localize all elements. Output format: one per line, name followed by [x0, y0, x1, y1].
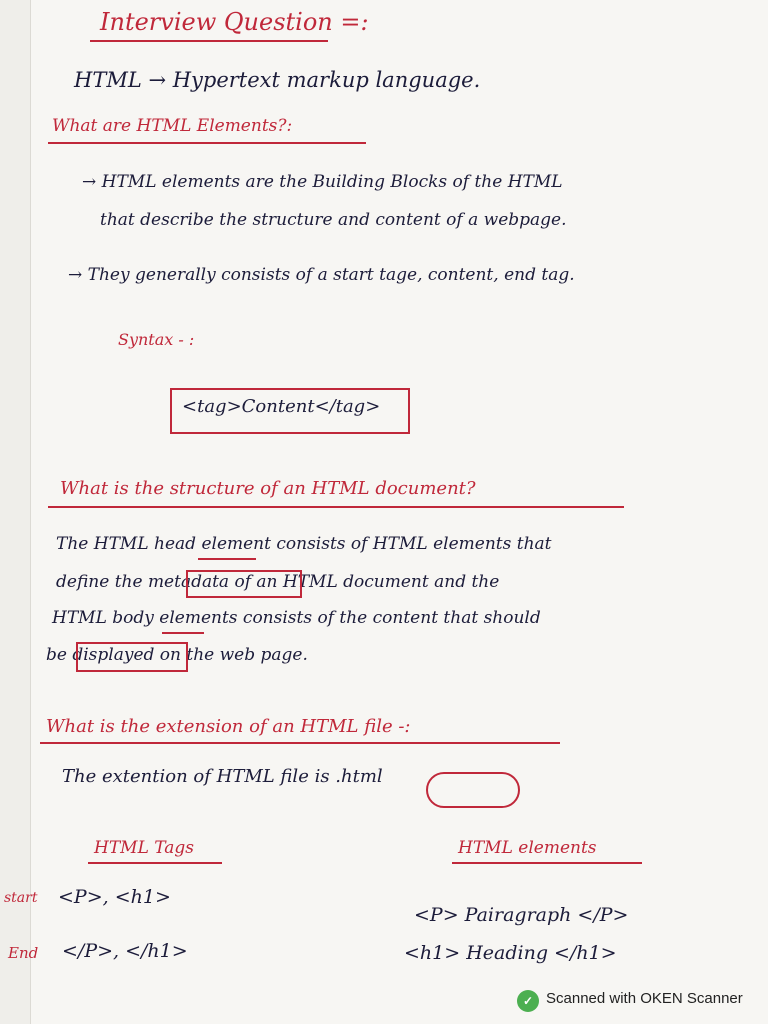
scanner-logo-icon: ✓	[517, 990, 539, 1012]
section2-underline	[48, 506, 624, 508]
section3-line1: The extention of HTML file is .html	[62, 766, 383, 787]
scanner-watermark: Scanned with OKEN Scanner	[546, 990, 743, 1007]
section3-underline	[40, 742, 560, 744]
end-tags: </P>, </h1>	[62, 940, 188, 962]
syntax-example: <tag>Content</tag>	[182, 396, 381, 417]
section2-line2: define the metadata of an HTML document and the	[56, 572, 500, 592]
body-underline	[162, 632, 204, 634]
section1-point2: → They generally consists of a start tage, content, end tag.	[68, 265, 575, 285]
element-paragraph: <P> Pairagraph </P>	[414, 904, 629, 926]
section2-line4: be displayed on the web page.	[46, 645, 308, 665]
displayed-box	[76, 642, 188, 672]
head-underline	[198, 558, 256, 560]
html-extension-oval	[426, 772, 520, 808]
section1-point1-line1: → HTML elements are the Building Blocks of the HTML	[82, 172, 563, 192]
html-definition: HTML → Hypertext markup language.	[74, 68, 481, 92]
html-tags-header: HTML Tags	[94, 838, 195, 858]
end-label: End	[8, 944, 39, 962]
html-tags-underline	[88, 862, 222, 864]
page-margin	[0, 0, 31, 1024]
metadata-box	[186, 570, 302, 598]
html-elements-underline	[452, 862, 642, 864]
section1-underline	[48, 142, 366, 144]
element-heading: <h1> Heading </h1>	[404, 942, 617, 964]
syntax-label: Syntax - :	[118, 330, 195, 349]
start-label: start	[4, 890, 38, 906]
section1-point1-line2: that describe the structure and content of a webpage.	[100, 210, 567, 230]
html-elements-header: HTML elements	[458, 838, 597, 858]
section2-line3: HTML body elements consists of the content that should	[52, 608, 541, 628]
section2-heading: What is the structure of an HTML document?	[60, 478, 476, 499]
page-title: Interview Question =:	[100, 8, 369, 36]
section2-line1: The HTML head element consists of HTML elements that	[56, 534, 552, 554]
section3-heading: What is the extension of an HTML file -:	[46, 716, 411, 737]
title-underline	[90, 40, 328, 42]
start-tags: <P>, <h1>	[58, 886, 171, 908]
section1-heading: What are HTML Elements?:	[52, 116, 293, 136]
